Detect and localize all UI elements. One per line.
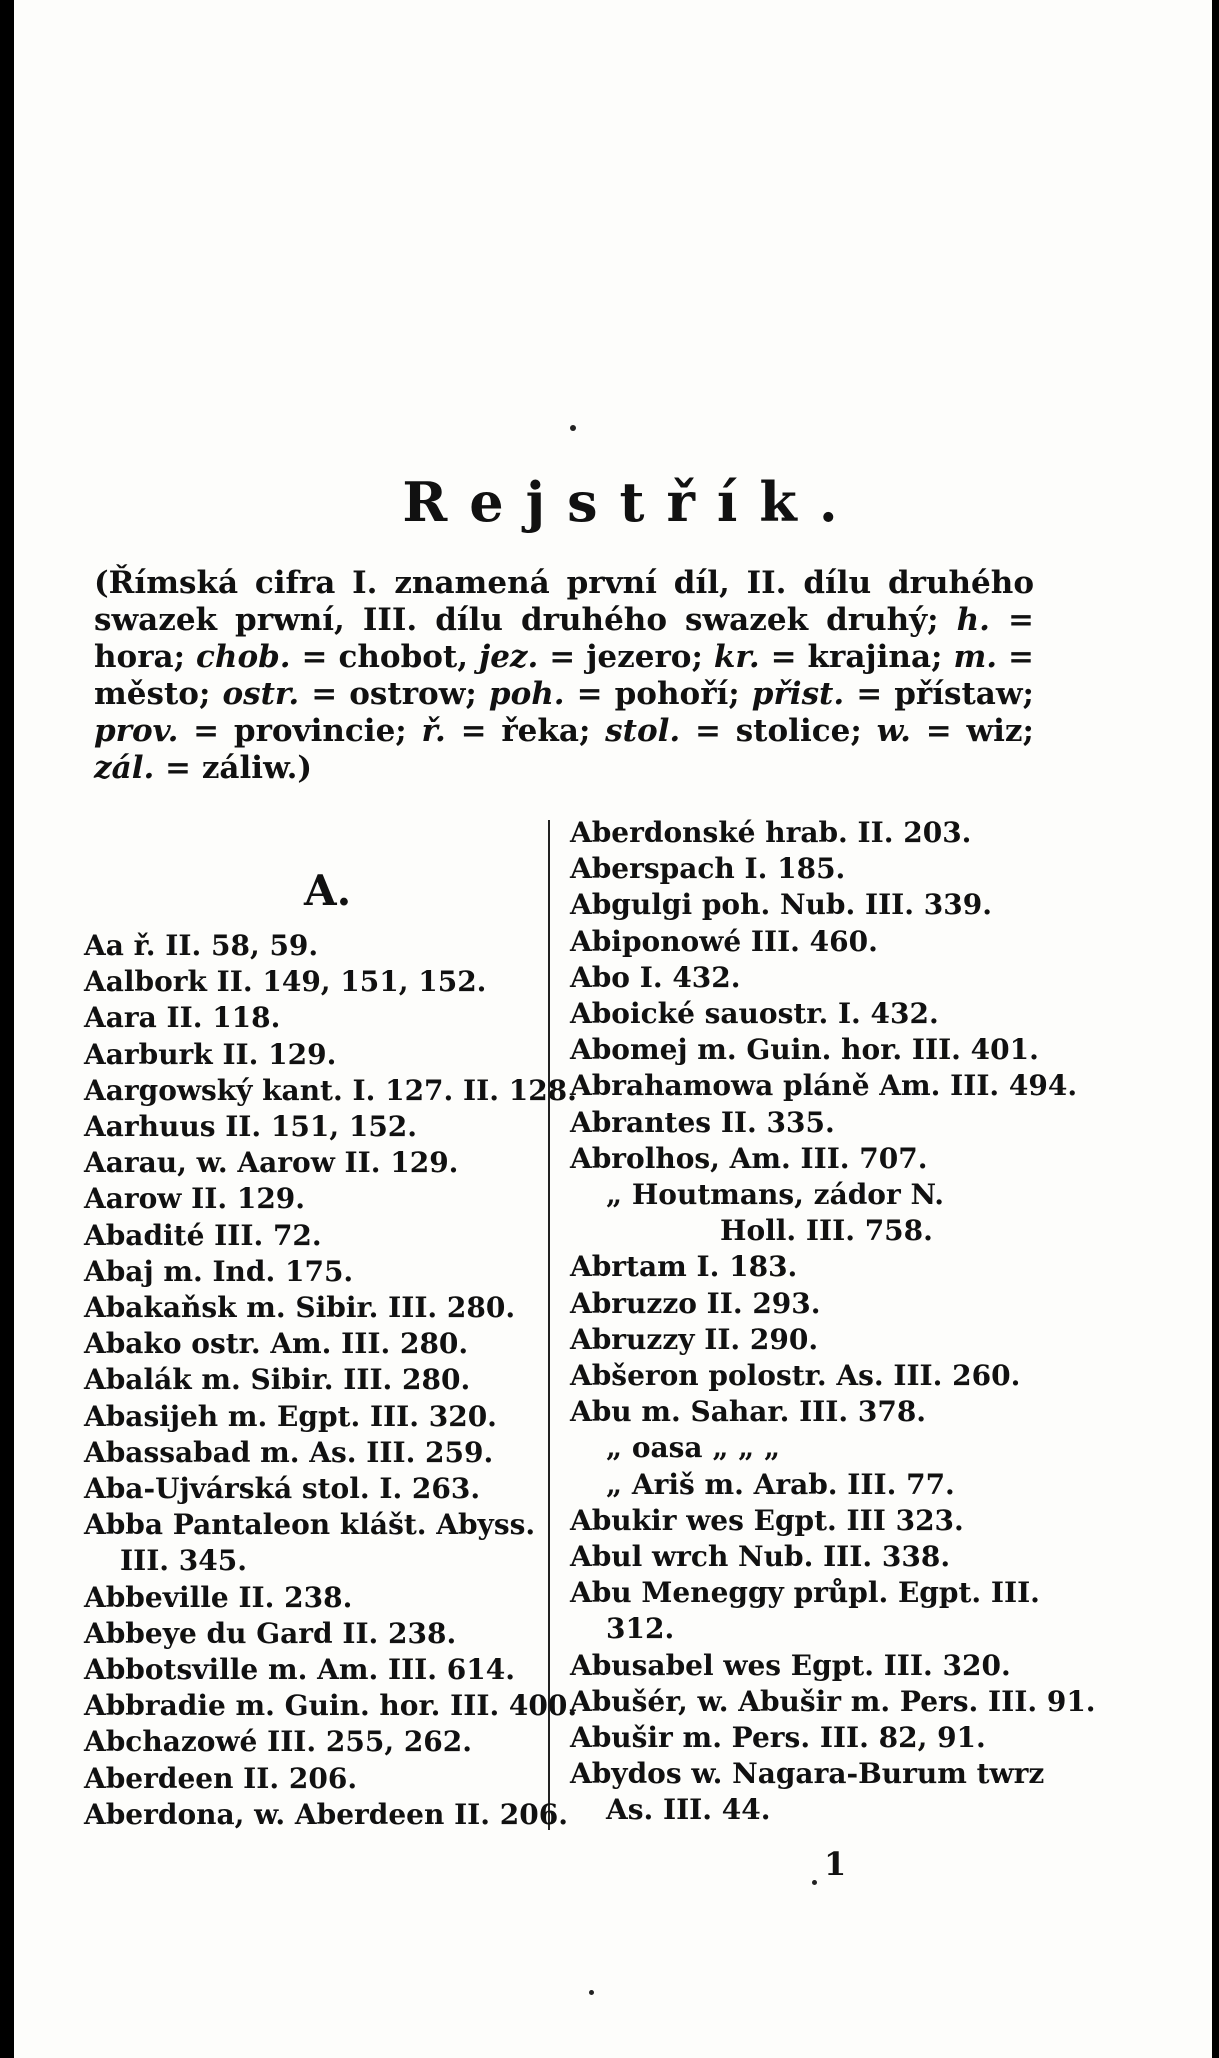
index-entry: Abušir m. Pers. III. 82, 91. xyxy=(570,1721,986,1755)
index-entry: Abrantes II. 335. xyxy=(570,1105,835,1139)
index-column-left xyxy=(84,928,578,1833)
index-entry-continuation: III. 345. xyxy=(120,1544,247,1578)
index-entry: Aboické sauostr. I. 432. xyxy=(570,997,939,1031)
index-entry: Abassabad m. As. III. 259. xyxy=(84,1435,494,1469)
index-entry: Aberdeen II. 206. xyxy=(84,1761,358,1795)
index-entry: Aberspach I. 185. xyxy=(570,852,846,886)
book-page xyxy=(14,0,1212,2058)
index-entry: Abbeye du Gard II. 238. xyxy=(84,1616,457,1650)
index-entry: Abadité III. 72. xyxy=(84,1218,322,1252)
section-letter: A. xyxy=(304,866,352,915)
index-entry: Aberdonské hrab. II. 203. xyxy=(570,816,972,849)
index-entry: Abbradie m. Guin. hor. III. 400. xyxy=(84,1689,578,1723)
index-entry: Abasijeh m. Egpt. III. 320. xyxy=(84,1399,497,1433)
index-entry: Abako ostr. Am. III. 280. xyxy=(84,1327,469,1361)
index-entry: Abydos w. Nagara-Burum twrz xyxy=(570,1757,1045,1791)
index-entry: Abbotsville m. Am. III. 614. xyxy=(84,1653,515,1687)
index-entry-continuation: As. III. 44. xyxy=(606,1793,771,1827)
index-entry: Abusabel wes Egpt. III. 320. xyxy=(570,1648,1011,1682)
index-entry: Aberdona, w. Aberdeen II. 206. xyxy=(84,1797,568,1831)
index-entry: Abu m. Sahar. III. 378. xyxy=(570,1395,927,1429)
index-entry: Abo I. 432. xyxy=(570,960,741,994)
index-entry: Abchazowé III. 255, 262. xyxy=(84,1725,473,1759)
index-entry: Abiponowé III. 460. xyxy=(570,924,878,958)
index-entry: Abba Pantaleon klášt. Abyss. xyxy=(84,1508,536,1542)
page-edge-left xyxy=(0,0,14,2058)
index-entry: Abgulgi poh. Nub. III. 339. xyxy=(570,888,992,922)
index-entry: Aalbork II. 149, 151, 152. xyxy=(84,965,487,999)
index-entry: Abšeron polostr. As. III. 260. xyxy=(570,1359,1021,1393)
index-entry: Aa ř. II. 58, 59. xyxy=(84,929,319,962)
index-entry-continuation: Holl. III. 758. xyxy=(720,1214,933,1248)
index-entry: Abukir wes Egpt. III 323. xyxy=(570,1503,964,1537)
index-entry: Aarow II. 129. xyxy=(84,1182,306,1216)
index-entry: Aba-Ujvárská stol. I. 263. xyxy=(84,1472,481,1506)
index-entry: Aarhuus II. 151, 152. xyxy=(84,1110,418,1144)
index-entry: Abrolhos, Am. III. 707. xyxy=(570,1141,928,1175)
index-column-right xyxy=(570,815,1096,1829)
index-entry: Abu Meneggy průpl. Egpt. III. xyxy=(570,1576,1040,1610)
index-entry-subentry: „ Houtmans, zádor N. xyxy=(606,1178,945,1212)
index-entry: Aargowský kant. I. 127. II. 128. xyxy=(84,1073,577,1107)
index-title: Rejstřík. xyxy=(402,470,860,534)
page-edge-right xyxy=(1212,0,1219,2058)
index-entry: Abalák m. Sibir. III. 280. xyxy=(84,1363,471,1397)
index-entry-subentry: „ oasa „ „ „ xyxy=(606,1431,781,1465)
index-entry: Aarburk II. 129. xyxy=(84,1037,337,1071)
index-entry: Abruzzy II. 290. xyxy=(570,1322,819,1356)
index-entry: Abušér, w. Abušir m. Pers. III. 91. xyxy=(570,1684,1096,1718)
index-entry: Abbeville II. 238. xyxy=(84,1580,353,1614)
ink-speck xyxy=(812,1880,817,1885)
page-number: 1 xyxy=(824,1845,847,1883)
index-entry-continuation: 312. xyxy=(606,1612,675,1646)
index-entry: Aara II. 118. xyxy=(84,1001,281,1035)
abbreviation-legend: (Římská cifra I. znamená první díl, II. dílu druhého swazek prwní, III. dílu druhého swazek druhý; h. = hora; chob. = chobot, jez. = jezero; kr. = krajina; m. = město; ostr. = ostrow; poh. = pohoří; přist. = přístaw; prov. = provincie; ř. = řeka; stol. = stolice; w. = wiz; zál. = záliw.) xyxy=(94,565,1034,786)
index-entry: Abruzzo II. 293. xyxy=(570,1286,821,1320)
index-entry: Abrahamowa pláně Am. III. 494. xyxy=(570,1069,1078,1103)
index-entry: Aarau, w. Aarow II. 129. xyxy=(84,1146,459,1180)
index-entry-subentry: „ Ariš m. Arab. III. 77. xyxy=(606,1467,955,1501)
index-entry: Abaj m. Ind. 175. xyxy=(84,1254,354,1288)
index-entry: Abul wrch Nub. III. 338. xyxy=(570,1540,951,1574)
ink-speck xyxy=(570,425,576,431)
index-entry: Abrtam I. 183. xyxy=(570,1250,798,1284)
index-entry: Abakaňsk m. Sibir. III. 280. xyxy=(84,1291,516,1325)
index-entry: Abomej m. Guin. hor. III. 401. xyxy=(570,1033,1039,1067)
ink-speck xyxy=(589,1990,594,1995)
